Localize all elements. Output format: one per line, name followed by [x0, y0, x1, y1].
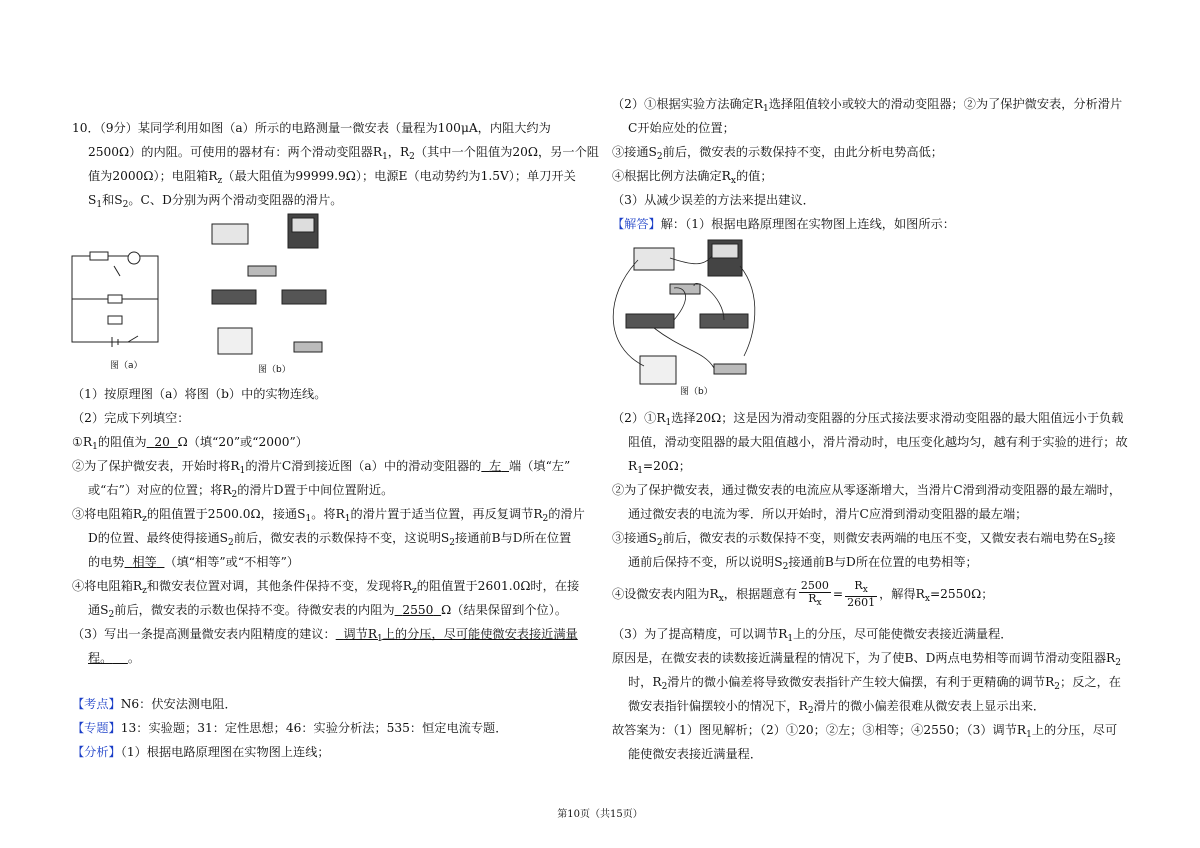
solution-line-8: ④设微安表内阻为$R_x$，根据题意有 $\frac{2500}{R_x}$ = $\frac{R_x}{2601}$ ，解得$R_x=2550\Omega$；	[612, 579, 994, 609]
part-1: （1）按原理图（a）将图（b）中的实物连线。	[72, 387, 327, 401]
answer-1: $①R_1$的阻值为 20 Ω（填“20”或“2000”）	[72, 435, 308, 452]
solution-line-2: 阻值，滑动变阻器的最大阻值越小，滑片滑动时，电压变化越均匀，越有利于实验的进行；故	[628, 435, 1128, 449]
figure-b-caption: 图（b）	[258, 365, 291, 375]
wired-figure-caption: 图（b）	[680, 387, 713, 397]
solution-line-5: 通过微安表的电流为零．所以开始时，滑片C应滑到滑动变阻器的最左端；	[628, 507, 1028, 521]
fraction-left: $\frac{2500}{R_x}$	[800, 579, 829, 608]
question-line-4: $S_1$和$S_2$。C、D分别为两个滑动变阻器的滑片。	[88, 193, 343, 210]
topic: 【专题】13：实验题；31：定性思想；46：实验分析法；535：恒定电流专题．	[72, 721, 508, 735]
question-line-2: 2500Ω）的内阻。可使用的器材有：两个滑动变阻器$R_1$，$R_2$（其中一个阻值为20Ω，另一个阻	[88, 145, 599, 162]
figure-a-caption: 图（a）	[110, 361, 143, 371]
right-line-2: C开始应处的位置；	[628, 121, 735, 135]
answer-3-line-2: D的位置、最终使得接通$S_2$前后，微安表的示数保持不变，这说明$S_2$接通前B与D所在位置	[88, 531, 572, 548]
part-2: （2）完成下列填空：	[72, 411, 190, 425]
solution-line-3: $R_1=20\Omega$；	[628, 459, 691, 476]
solution-line-10: 原因是，在微安表的读数接近满量程的情况下，为了使B、D两点电势相等而调节滑动变阻器$R_2$	[612, 651, 1121, 668]
solution-line-9: （3）为了提高精度，可以调节$R_1$上的分压，尽可能使微安表接近满量程．	[612, 627, 1013, 644]
right-line-3: ③接通$S_2$前后，微安表的示数保持不变，由此分析电势高低；	[612, 145, 943, 162]
answer-2-line-2: 或“右”）对应的位置；将$R_2$的滑片D置于中间位置附近。	[88, 483, 394, 500]
right-line-1: （2）①根据实验方法确定$R_1$选择阻值较小或较大的滑动变阻器；②为了保护微安表，分析滑片	[612, 97, 1123, 114]
solution-line-12: 微安表指针偏摆较小的情况下，$R_2$滑片的微小偏差很难从微安表上显示出来．	[628, 699, 1046, 716]
page-footer: 第10页（共15页）	[557, 809, 643, 820]
question-line-1: 10．（9分）某同学利用如图（a）所示的电路测量一微安表（量程为100μA，内阻大约为	[72, 121, 551, 135]
solution-line-4: ②为了保护微安表，通过微安表的电流应从零逐渐增大，当滑片C滑到滑动变阻器的最左端时，	[612, 483, 1122, 497]
solution-line-6: ③接通$S_2$前后，微安表的示数保持不变，则微安表两端的电压不变，又微安表右端电势在$S_2$接	[612, 531, 1116, 548]
answer-4-line-2: 通$S_2$前后，微安表的示数也保持不变。待微安表的内阻为 2550 Ω（结果保留到个位）。	[88, 603, 568, 620]
question-line-3: 值为2000Ω）；电阻箱$R_z$（最大阻值为99999.9Ω）；电源E（电动势约为1.5V）；单刀开关	[88, 169, 576, 186]
solution-line-1: $(2)①R_1$选择20Ω；这是因为滑动变阻器的分压式接法要求滑动变阻器的最大阻值远小于负载	[612, 411, 1124, 428]
analysis: 【分析】（1）根据电路原理图在实物图上连线；	[72, 745, 330, 759]
answer-3-line-3: 的电势 相等 （填“相等”或“不相等”）	[88, 555, 300, 569]
keypoint: 【考点】N6：伏安法测电阻．	[72, 697, 237, 711]
part-3: （3）写出一条提高测量微安表内阻精度的建议： 调节$R_1$上的分压，尽可能使微安表接近满量	[72, 627, 578, 644]
right-line-4: ④根据比例方法确定$R_x$的值；	[612, 169, 773, 186]
circuit-diagram-a	[68, 246, 164, 372]
answer-4: ④将电阻箱$R_z$和微安表位置对调，其他条件保持不变，发现将$R_z$的阻值置于2601.0Ω时，在接	[72, 579, 580, 596]
answer-2: ②为了保护微安表，开始时将$R_1$的滑片C滑到接近图（a）中的滑动变阻器的 左 端（填“左”	[72, 459, 571, 476]
wired-apparatus-figure	[604, 236, 764, 396]
part-3-line-2: 程。 。	[88, 651, 141, 665]
fraction-right: $\frac{R_x}{2601}$	[847, 579, 876, 609]
final-answer-line-2: 能使微安表接近满量程．	[628, 747, 763, 761]
solution-head: 【解答】解：（1）根据电路原理图在实物图上连线，如图所示：	[612, 217, 955, 231]
solution-line-11: 时，$R_2$滑片的微小偏差将导致微安表指针产生较大偏摆，有利于更精确的调节$R_2$；反之，在	[628, 675, 1121, 692]
right-line-5: （3）从减少误差的方法来提出建议．	[612, 193, 815, 207]
final-answer: 故答案为：（1）图见解析；（2）①20；②左；③相等；④2550；（3）调节$R_1$上的分压，尽可	[612, 723, 1118, 740]
apparatus-figure-b	[208, 210, 338, 360]
solution-line-7: 通前后保持不变，所以说明$S_2$接通前B与D所在位置的电势相等；	[628, 555, 978, 572]
answer-3: ③将电阻箱$R_z$的阻值置于2500.0Ω，接通$S_1$。将$R_1$的滑片置于适当位置，再反复调节$R_2$的滑片	[72, 507, 585, 524]
